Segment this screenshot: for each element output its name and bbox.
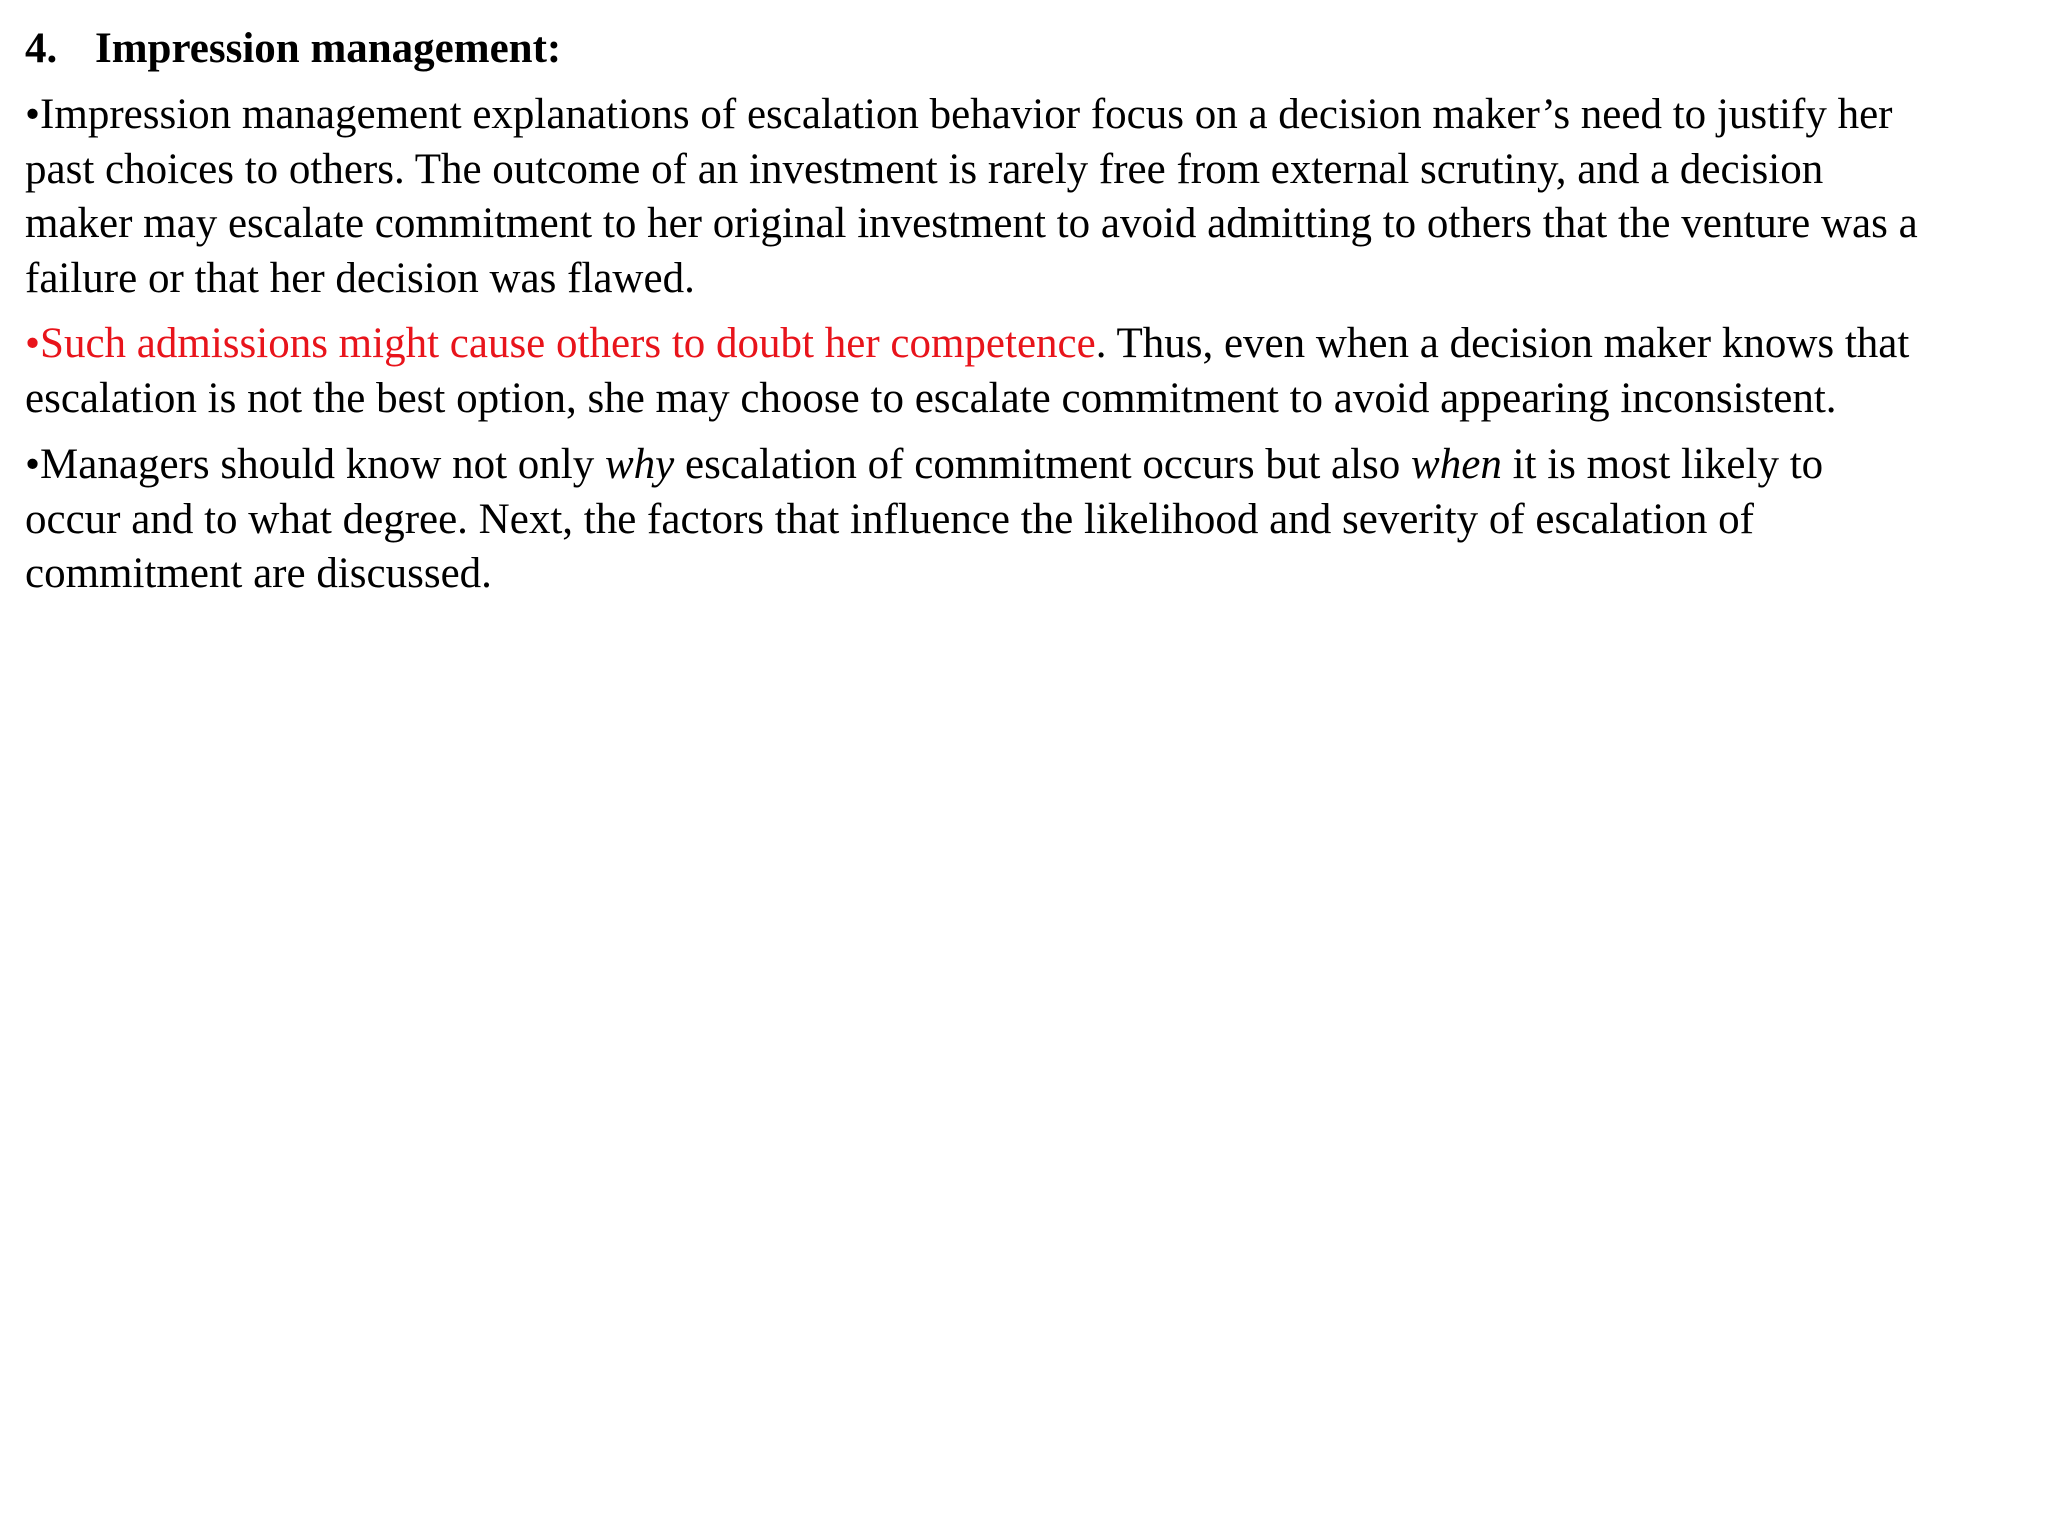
paragraph2-line2: escalation is not the best option, she may choose to escalate commitment to avoid appearing inconsistent.: [25, 374, 1837, 422]
section-heading: [25, 20, 561, 78]
highlighted-text: •Such admissions might cause others to doubt her competence: [25, 320, 1096, 367]
paragraph3-text: escalation of commitment occurs but also: [674, 441, 1412, 488]
italic-when: when: [1411, 441, 1502, 488]
paragraph3-text: it is most likely to: [1501, 441, 1824, 488]
paragraph-managers: [25, 438, 2045, 602]
italic-why: why: [604, 441, 675, 488]
paragraph3-line3: commitment are discussed.: [25, 550, 492, 597]
section-title: Impression management:: [95, 25, 562, 72]
paragraph1-line: failure or that her decision was flawed.: [25, 254, 695, 302]
paragraph-admissions: [25, 317, 2045, 426]
paragraph-impression-management: [25, 88, 2045, 306]
paragraph1-line: past choices to others. The outcome of an investment is rarely free from external scrutiny, and a decision: [25, 145, 1824, 193]
paragraph1-line: •Impression management explanations of escalation behavior focus on a decision maker’s need to justify her: [25, 91, 1893, 138]
paragraph1-line: maker may escalate commitment to her original investment to avoid admitting to others that the venture was a: [25, 200, 1918, 247]
paragraph3-text: •Managers should know not only: [25, 441, 605, 488]
paragraph3-line2: occur and to what degree. Next, the factors that influence the likelihood and severity of escalation of: [25, 495, 1754, 543]
section-number: 4.: [25, 25, 58, 72]
paragraph2-line1-rest: . Thus, even when a decision maker knows that: [1095, 320, 1910, 367]
